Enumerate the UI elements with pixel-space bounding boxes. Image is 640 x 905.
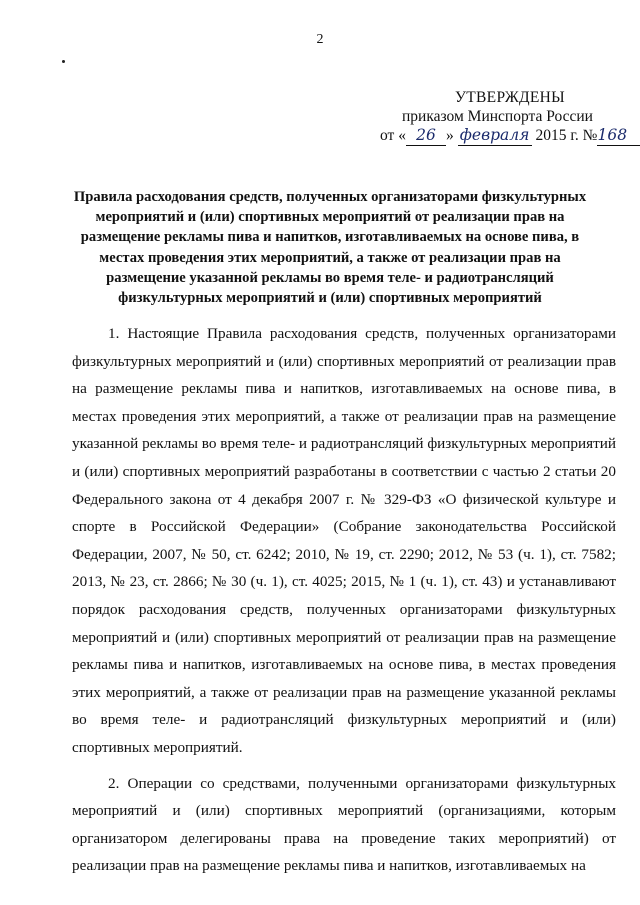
document-body (72, 320, 616, 888)
document-title: Правила расходования средств, полученных организаторами физкультурных мероприятий и (или) спортивных мероприятий от реализации прав на размещение рекламы пива и напитков, изготавливаемых на основе пива, в местах проведения этих мероприятий, а также от реализации прав на размещение указанной рекламы во время теле- и радиотрансляций физкультурных мероприятий и (или) спортивных мероприятий (73, 189, 587, 307)
scan-speck (62, 60, 65, 63)
date-prefix: от « (380, 127, 406, 144)
handwritten-day: 26 (406, 126, 446, 146)
page-number: 2 (316, 32, 324, 47)
approval-stamp (380, 88, 628, 146)
approval-date-line (380, 126, 628, 146)
paragraph-1: 1. Настоящие Правила расходования средств, полученных организаторами физкультурных мероприятий и (или) спортивных мероприятий от реализации прав на размещение рекламы пива и напитков, изготавливаемых на основе пива, в местах проведения этих мероприятий, а также от реализации прав на размещение указанной рекламы во время теле- и радиотрансляций физкультурных мероприятий и (или) спортивных мероприятий разработаны в соответствии с частью 2 статьи 20 Федерального закона от 4 декабря 2007 г. № 329-ФЗ «О физической культуре и спорте в Российской Федерации» (Собрание законодательства Российской Федерации, 2007, № 50, ст. 6242; 2010, № 19, ст. 2290; 2012, № 53 (ч. 1), ст. 7582; 2013, № 23, ст. 2866; № 30 (ч. 1), ст. 4025; 2015, № 1 (ч. 1), ст. 43) и устанавливают порядок расходования средств, полученных организаторами физкультурных мероприятий и (или) спортивных мероприятий от реализации прав на размещение рекламы пива и напитков, изготавливаемых на основе пива, в местах проведения этих мероприятий, а также от реализации прав на размещение указанной рекламы во время теле- и радиотрансляций физкультурных мероприятий и (или) спортивных мероприятий. (72, 325, 616, 756)
approval-title: УТВЕРЖДЕНЫ (455, 89, 565, 106)
handwritten-order-number: 168 (597, 126, 640, 146)
date-suffix: 2015 г. № (535, 127, 598, 144)
handwritten-month: февраля (458, 126, 532, 146)
date-mid: » (445, 127, 454, 144)
approval-order: приказом Минспорта России (402, 108, 593, 125)
paragraph-2: 2. Операции со средствами, полученными организаторами физкультурных мероприятий и (или) спортивных мероприятий (организациями, которым организатором делегированы права на проведение таких мероприятий) от реализации прав на размещение рекламы пива и напитков, изготавливаемых на (72, 774, 616, 875)
